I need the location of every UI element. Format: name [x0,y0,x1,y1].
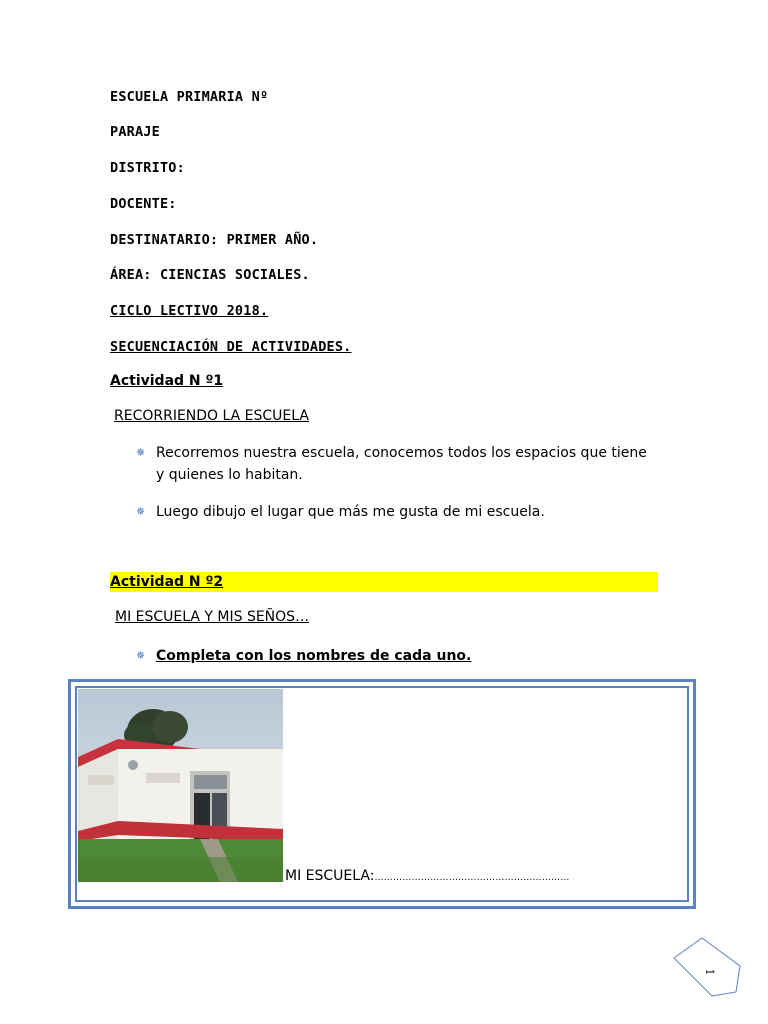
activity-1-subtitle: RECORRIENDO LA ESCUELA [114,408,309,424]
fill-in-dots: ……………………………………………………… [374,873,570,883]
ciclo-lectivo-line: CICLO LECTIVO 2018. [110,303,269,319]
school-name-caption [285,868,570,884]
page-number-tag [672,936,742,998]
activity-2-title [110,572,658,592]
distrito-line: DISTRITO: [110,160,185,176]
paraje-line: PARAJE [110,124,160,140]
star-bullet-icon: ✵ [136,649,146,662]
docente-line: DOCENTE: [110,196,177,212]
star-bullet-icon: ✵ [136,505,146,518]
school-photo [78,689,283,882]
activity-1-bullet-1 [132,442,652,486]
bullet-text: Recorremos nuestra escuela, conocemos todos los espacios que tiene y quienes lo habitan. [156,445,647,483]
activity-2-instruction [132,645,652,667]
area-line: ÁREA: CIENCIAS SOCIALES. [110,267,310,283]
activity-1-title: Actividad N º1 [110,373,224,389]
star-bullet-icon: ✵ [136,446,146,459]
bullet-text: Luego dibujo el lugar que más me gusta de mi escuela. [156,504,545,520]
activity-1-bullet-2 [132,501,652,523]
instruction-text: Completa con los nombres de cada uno. [156,648,472,664]
school-line: ESCUELA PRIMARIA Nº [110,89,269,105]
activity-2-subtitle: MI ESCUELA Y MIS SEÑOS… [115,609,310,625]
caption-label: MI ESCUELA: [285,868,375,884]
page-number: 1 [703,968,716,976]
destinatario-line: DESTINATARIO: PRIMER AÑO. [110,232,319,248]
secuenciacion-heading: SECUENCIACIÓN DE ACTIVIDADES. [110,339,352,355]
activity-2-title-text: Actividad N º2 [110,574,224,590]
